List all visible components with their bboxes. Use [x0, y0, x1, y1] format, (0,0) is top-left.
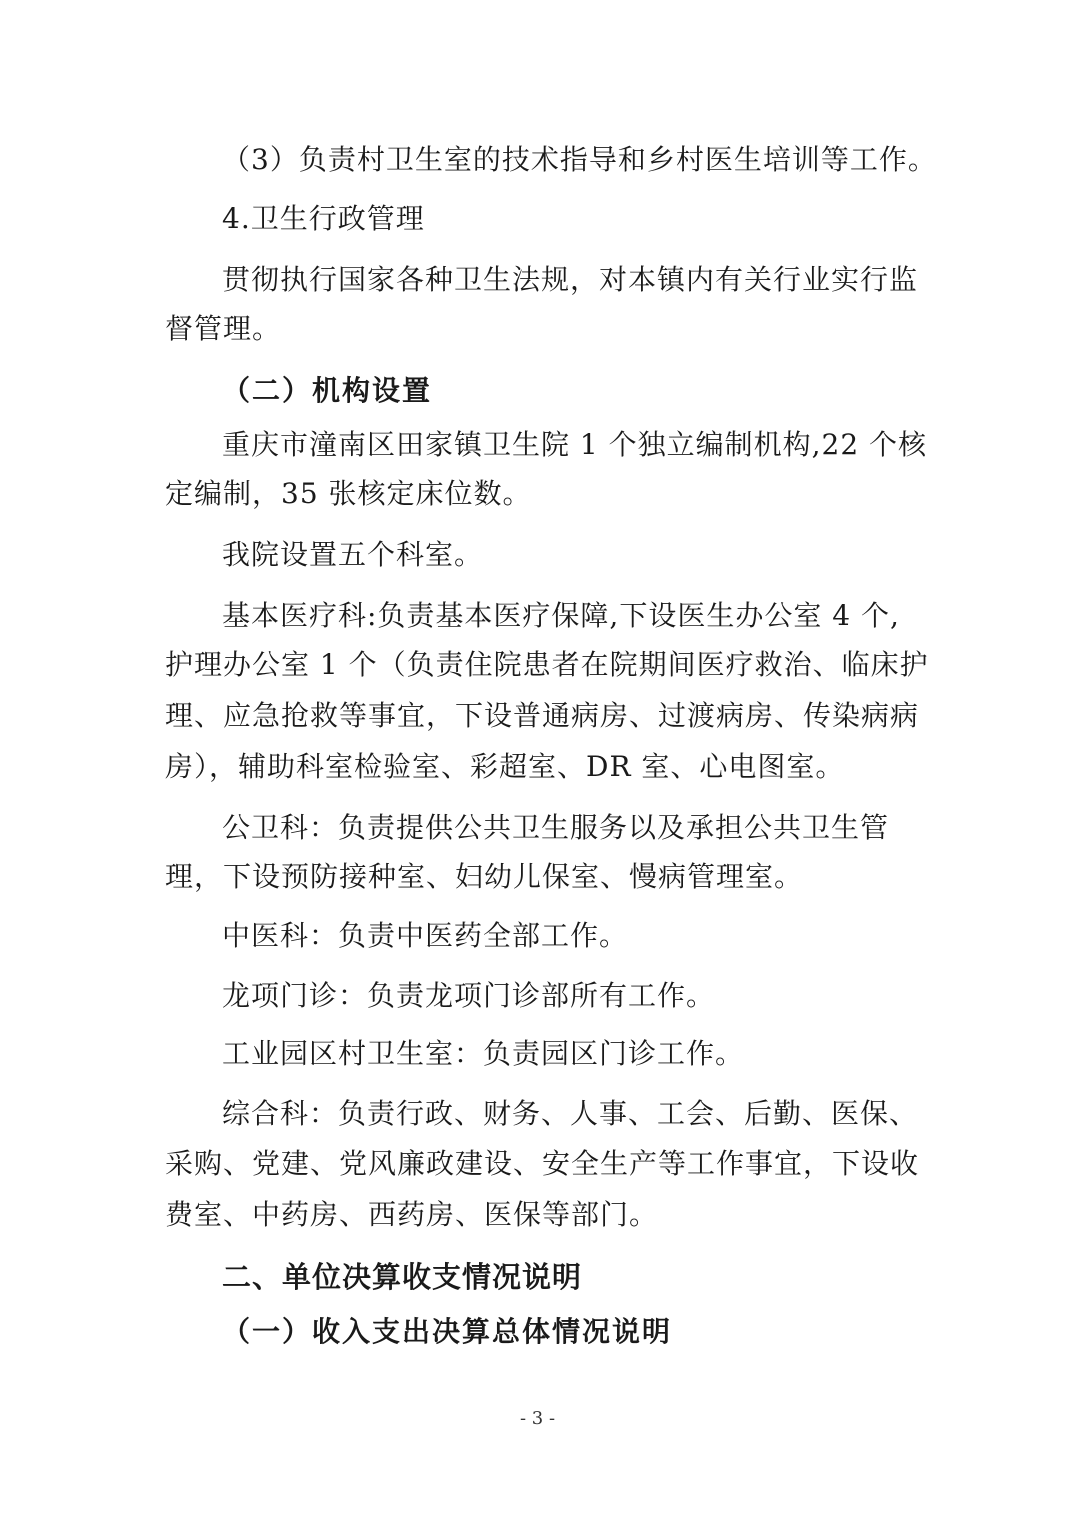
paragraph-line: 龙项门诊：负责龙项门诊部所有工作。 [222, 979, 716, 1012]
paragraph-line: （3）负责村卫生室的技术指导和乡村医生培训等工作。 [222, 143, 937, 176]
list-heading: 4.卫生行政管理 [222, 202, 425, 235]
paragraph-line: 工业园区村卫生室：负责园区门诊工作。 [222, 1037, 745, 1070]
paragraph-line: 中医科：负责中医药全部工作。 [222, 919, 629, 952]
paragraph-line: 贯彻执行国家各种卫生法规，对本镇内有关行业实行监 [222, 263, 919, 296]
paragraph-line: 费室、中药房、西药房、医保等部门。 [165, 1198, 659, 1231]
paragraph-line: 公卫科：负责提供公共卫生服务以及承担公共卫生管 [222, 811, 890, 844]
paragraph-line: 督管理。 [165, 312, 282, 345]
paragraph-line: 综合科：负责行政、财务、人事、工会、后勤、医保、 [222, 1097, 919, 1130]
paragraph-line: 理，下设预防接种室、妇幼儿保室、慢病管理室。 [165, 860, 804, 893]
paragraph-line: 定编制，35 张核定床位数。 [165, 477, 532, 510]
paragraph-line: 重庆市潼南区田家镇卫生院 1 个独立编制机构,22 个核 [222, 428, 928, 461]
paragraph-line: 基本医疗科:负责基本医疗保障,下设医生办公室 4 个, [222, 599, 900, 632]
paragraph-line: 房），辅助科室检验室、彩超室、DR 室、心电图室。 [165, 750, 845, 783]
paragraph-line: 我院设置五个科室。 [222, 538, 484, 571]
chapter-heading: 二、单位决算收支情况说明 [222, 1260, 583, 1294]
paragraph-line: 护理办公室 1 个（负责住院患者在院期间医疗救治、临床护 [165, 648, 929, 681]
section-heading: （二）机构设置 [222, 374, 433, 407]
page-number: - 3 - [519, 1408, 556, 1429]
section-heading: （一）收入支出决算总体情况说明 [222, 1315, 673, 1348]
paragraph-line: 采购、党建、党风廉政建设、安全生产等工作事宜，下设收 [165, 1147, 920, 1180]
paragraph-line: 理、应急抢救等事宜，下设普通病房、过渡病房、传染病病 [165, 699, 920, 732]
